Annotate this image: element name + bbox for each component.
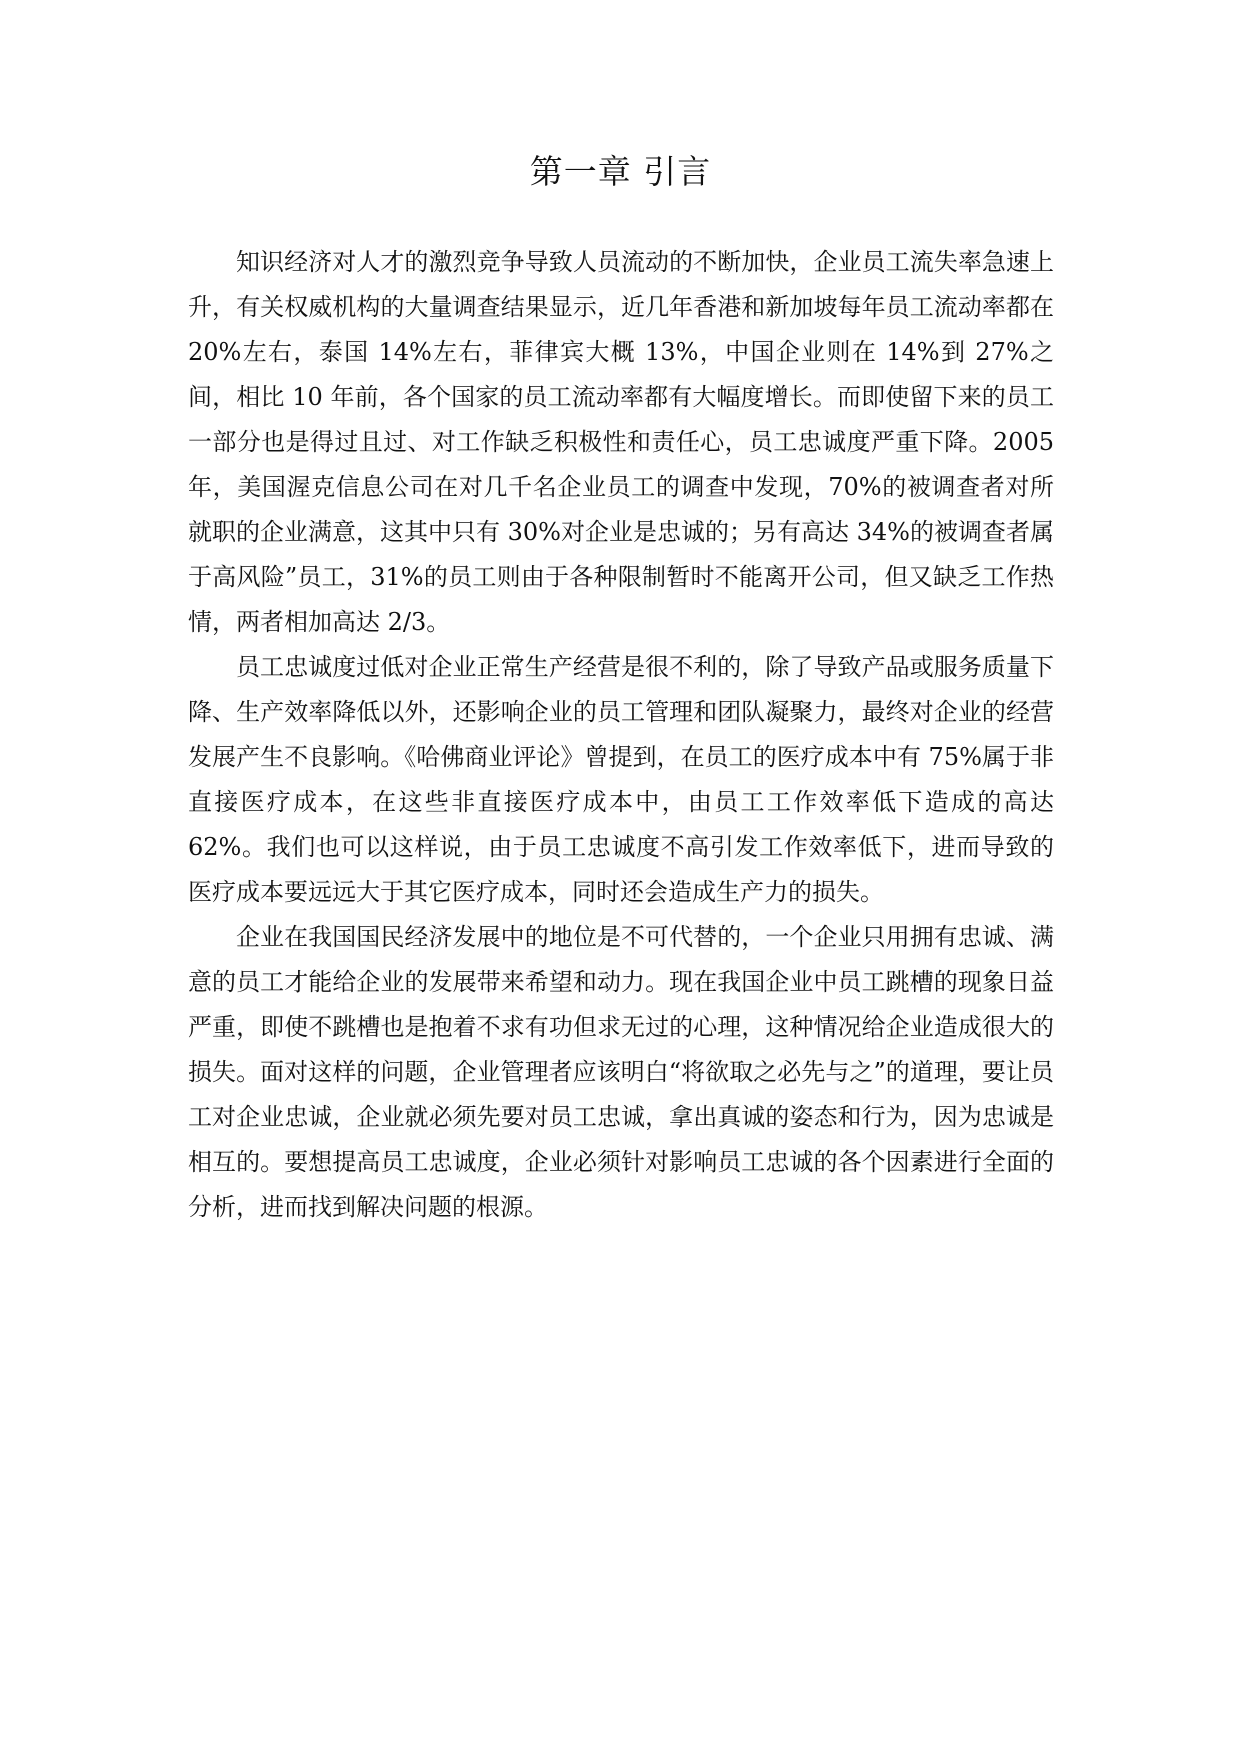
paragraph: 员工忠诚度过低对企业正常生产经营是很不利的，除了导致产品或服务质量下降、生产效率降低以外，还影响企业的员工管理和团队凝聚力，最终对企业的经营发展产生不良影响。《哈佛商业评论》曾提到，在员工的医疗成本中有 75%属于非直接医疗成本，在这些非直接医疗成本中，由员工工作效率低下造成的高达 62%。我们也可以这样说，由于员工忠诚度不高引发工作效率低下，进而导致的医疗成本要远远大于其它医疗成本，同时还会造成生产力的损失。 (188, 653, 1054, 906)
chapter-title: 第一章 引言 (529, 152, 712, 191)
paragraph: 知识经济对人才的激烈竞争导致人员流动的不断加快，企业员工流失率急速上升，有关权威机构的大量调查结果显示，近几年香港和新加坡每年员工流动率都在 20%左右，泰国 14%左右，菲律宾大概 13%，中国企业则在 14%到 27%之间，相比 10 年前，各个国家的员工流动率都有大幅度增长。而即使留下来的员工一部分也是得过且过、对工作缺乏积极性和责任心，员工忠诚度严重下降。2005 年，美国渥克信息公司在对几千名企业员工的调查中发现，70%的被调查者对所就职的企业满意，这其中只有 30%对企业是忠诚的；另有高达 34%的被调查者属于高风险”员工，31%的员工则由于各种限制暂时不能离开公司，但又缺乏工作热情，两者相加高达 2/3。 (188, 248, 1054, 636)
paragraph: 企业在我国国民经济发展中的地位是不可代替的，一个企业只用拥有忠诚、满意的员工才能给企业的发展带来希望和动力。现在我国企业中员工跳槽的现象日益严重，即使不跳槽也是抱着不求有功但求无过的心理，这种情况给企业造成很大的损失。面对这样的问题，企业管理者应该明白“将欲取之必先与之”的道理，要让员工对企业忠诚，企业就必须先要对员工忠诚，拿出真诚的姿态和行为，因为忠诚是相互的。要想提高员工忠诚度，企业必须针对影响员工忠诚的各个因素进行全面的分析，进而找到解决问题的根源。 (188, 923, 1054, 1221)
chapter-body (188, 240, 1054, 1230)
